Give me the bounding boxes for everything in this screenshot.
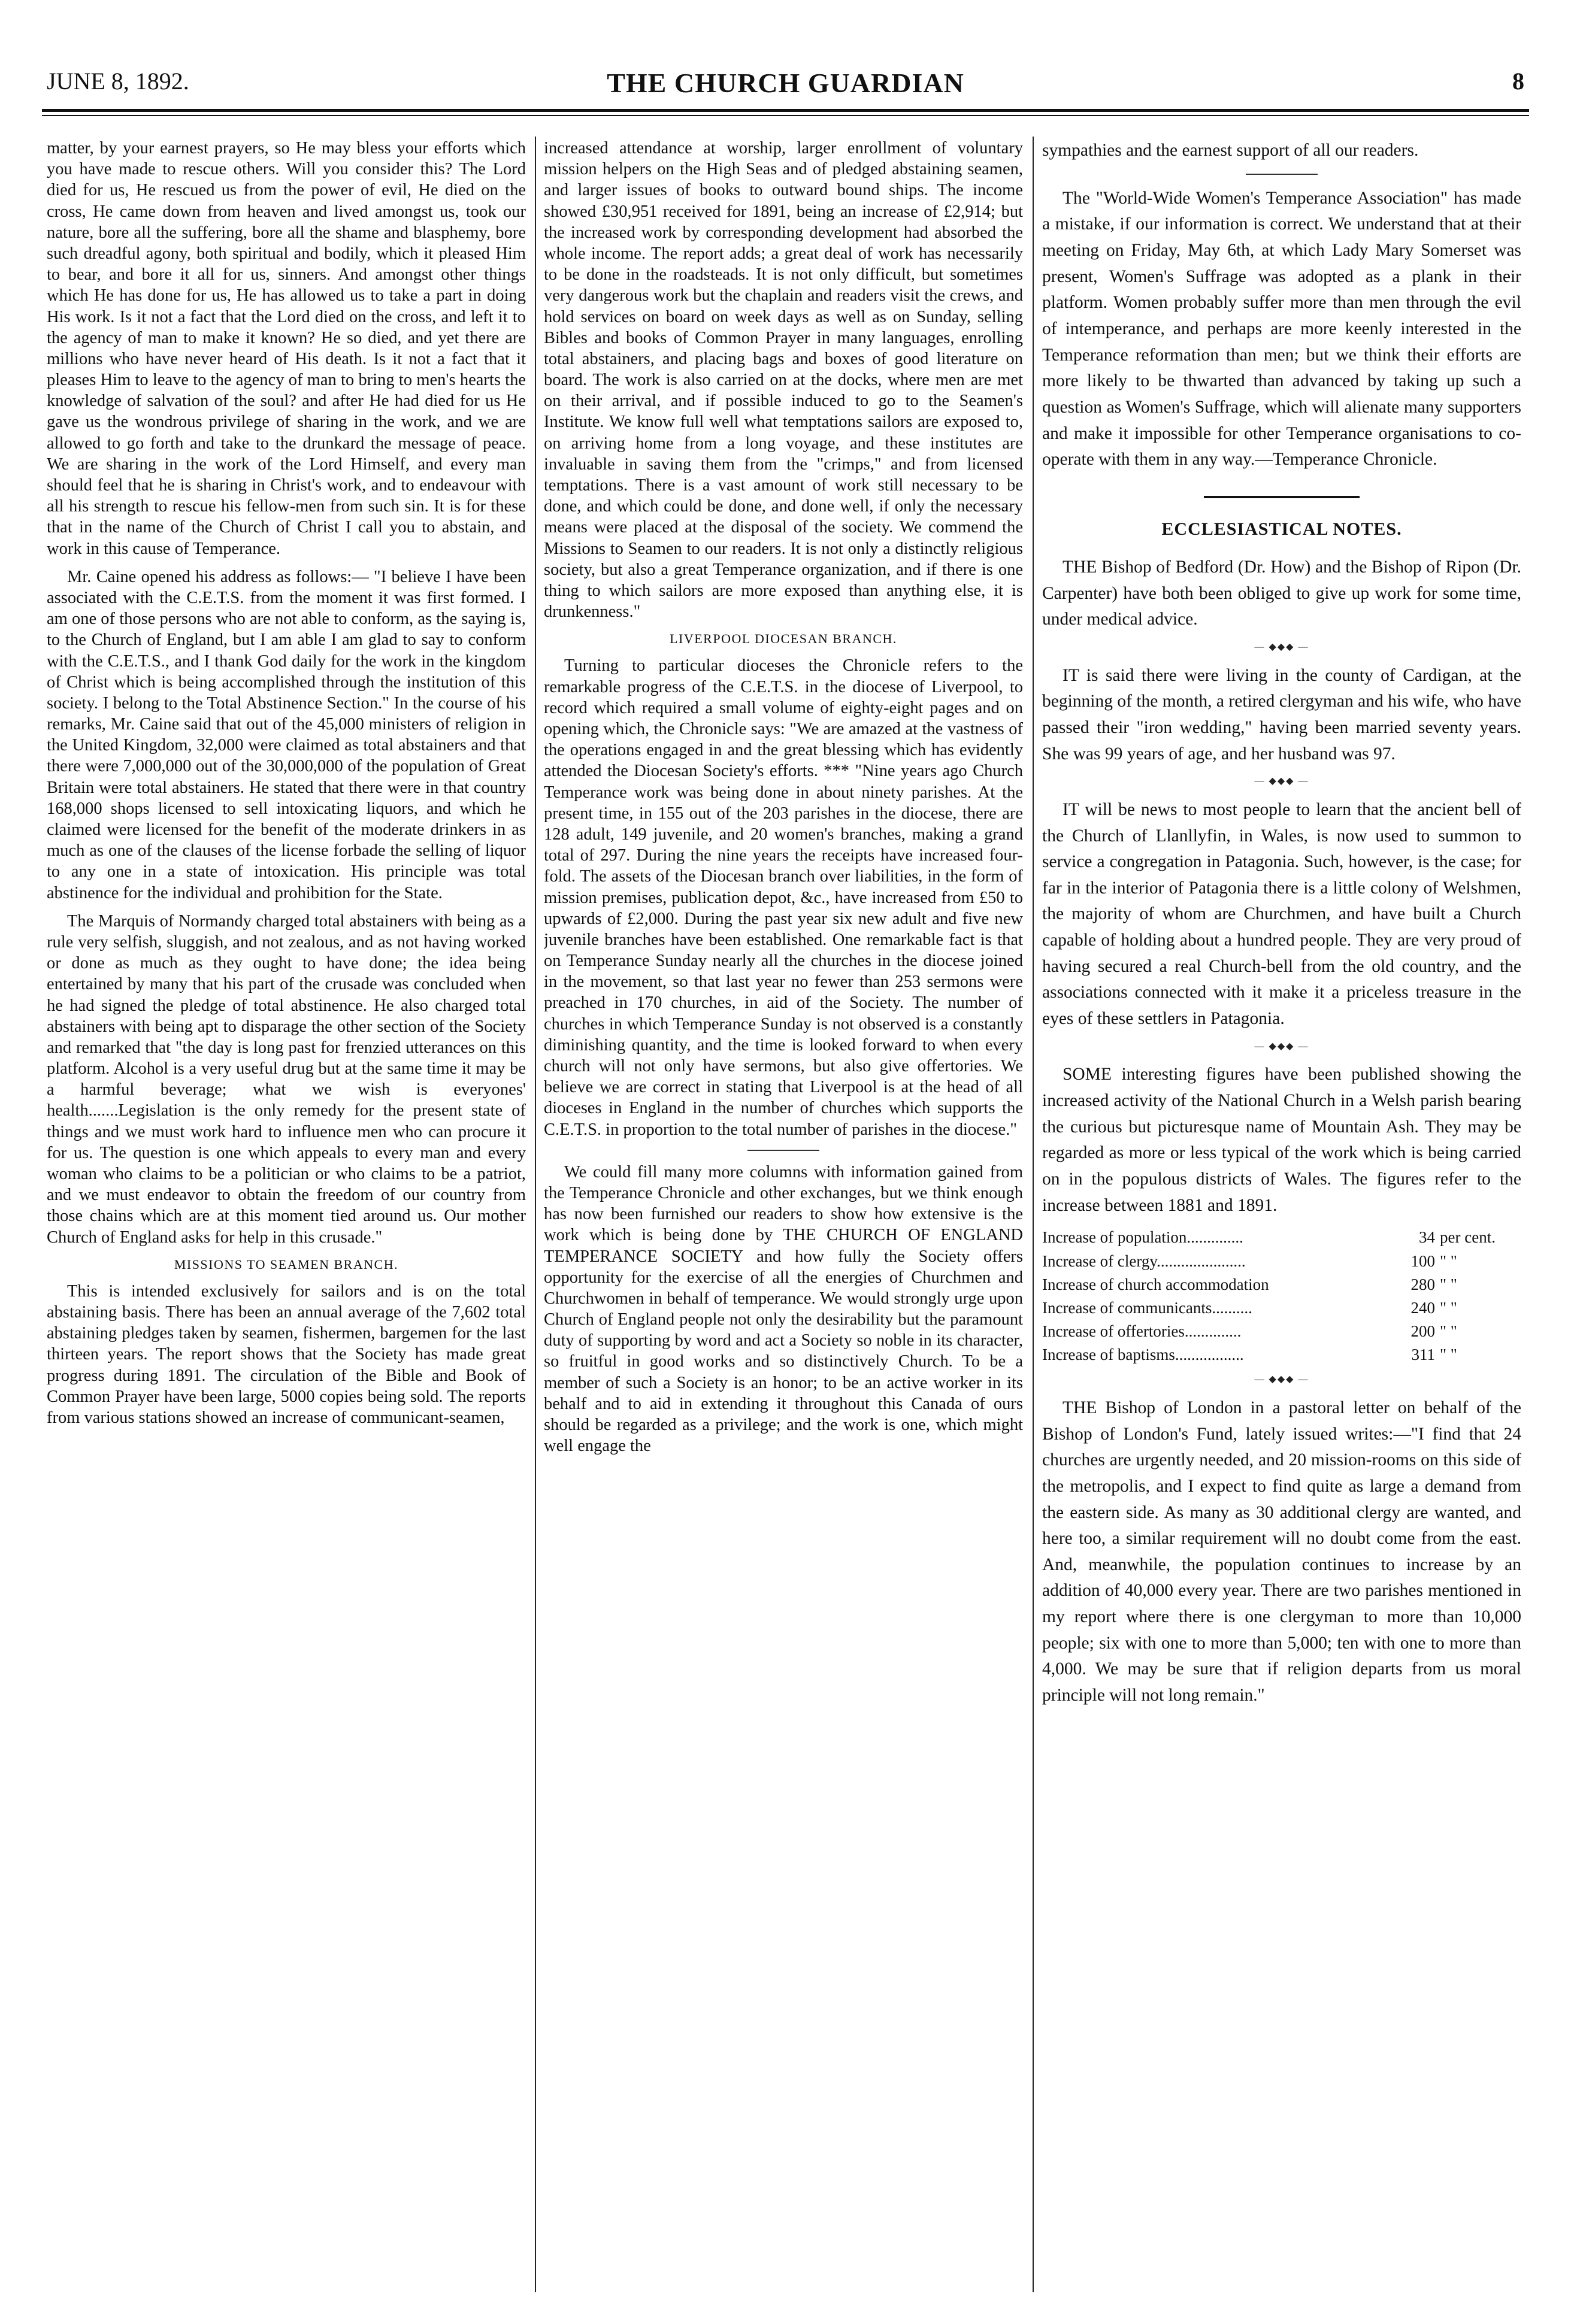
- column-divider: [535, 137, 536, 2292]
- column-3: [1042, 138, 1521, 2305]
- stat-value: 240: [1410, 1298, 1435, 1317]
- stat-label: Increase of communicants..........: [1042, 1298, 1252, 1317]
- stat-label: Increase of population..............: [1042, 1228, 1243, 1247]
- section-heading: LIVERPOOL DIOCESAN BRANCH.: [670, 631, 897, 647]
- section-separator: [747, 1150, 819, 1151]
- stat-label: Increase of offertories..............: [1042, 1322, 1242, 1340]
- news-note: SOME interesting figures have been published showing the increased activity of the National Church in a Welsh parish bearing the curious but picturesque name of Mountain Ash. They may be regarded as more or less typical of the work which is being carried on in the populous districts of Wales. The figures refer to the increase between 1881 and 1891.: [1042, 1065, 1521, 1215]
- article-paragraph: matter, by your earnest prayers, so He may bless your efforts which you have made to rescue others. Will you consider this? The Lord died for us, He rescued us from the power of evil, He died on the cross, He came down from heaven and lived amongst us, took our nature, bore all the suffering, bore all the shame and blasphemy, bore such dreadful agony, both spiritual and bodily, which it pleased Him to bear, and bore it all for us, sinners. And amongst other things which He has done for us, He has allowed us to take a part in doing His work. Is it not a fact that the Lord died on the cross, and left it to the agency of man to make it known? He so died, and yet there are millions who have never heard of His death. Is it not a fact that it pleases Him to leave to the agency of man to bring to men's hearts the knowledge of salvation of the soul? and after He had died for us He gave us the wondrous privilege of sharing in the work, and we are allowed to go forth and take to the drunkard the message of peace. We are sharing in the work of the Lord Himself, and every man should feel that he is sharing in Christ's work, and to endeavour with all his strength to rescue his fellow-men from such sin. It is for these that in the name of the Church of Christ I call you to abstain, and work in this cause of Temperance.: [47, 139, 526, 558]
- article-paragraph: Turning to particular dioceses the Chronicle refers to the remarkable progress of the C.E.T.S. in the diocese of Liverpool, to record which required a small volume of eighty-eight pages and on opening which, the Chronicle says: "We are amazed at the vastness of the operations engaged in and the great blessing which has evidently attended the Diocesan Society's efforts. *** "Nine years ago Church Temperance work was being done in about ninety parishes. At the present time, in 155 out of the 203 parishes in the diocese, there are 128 adult, 149 juvenile, and 20 women's branches, making a grand total of 297. During the nine years the receipts have increased four-fold. The assets of the Diocesan branch over liabilities, in the form of mission premises, publication depot, &c., have increased from £50 to upwards of £2,000. During the past year six new adult and five new juvenile branches have been established. One remarkable fact is that on Temperance Sunday nearly all the churches in the diocese joined in the movement, so that last year no fewer than 253 sermons were preached in 170 churches, in aid of the Society. The number of churches in which Temperance Sunday is not observed is a constantly diminishing quantity, and the time is looked forward to when every church will not only have sermons, but also give offertories. We believe we are correct in stating that Liverpool is at the head of all dioceses in England in the number of churches which supports the C.E.T.S. in proportion to the total number of parishes in the diocese.": [544, 656, 1023, 1139]
- statistics-table: [1042, 1226, 1521, 1366]
- news-note: IT is said there were living in the county of Cardigan, at the beginning of the month, a retired clergyman and his wife, who have passed their "iron wedding," having been married seventy years. She was 99 years of age, and her husband was 97.: [1042, 665, 1521, 763]
- ornament-icon: — ◆◆◆ —: [1254, 776, 1309, 787]
- newspaper-title: THE CHURCH GUARDIAN: [607, 68, 964, 98]
- column-1: [47, 138, 526, 2305]
- stat-value: 34: [1419, 1228, 1435, 1247]
- stat-unit: " ": [1440, 1346, 1457, 1364]
- masthead-rule-thin: [42, 115, 1529, 116]
- news-note: IT will be news to most people to learn that the ancient bell of the Church of Llanllyfin, in Wales, is now used to summon to service a congregation in Patagonia. Such, however, is the case; for far in the interior of Patagonia there is a little colony of Welshmen, the majority of whom are Churchmen, and have built a Church capable of holding about a hundred people. They are very proud of having secured a real Church-bell from the old country, and the associations connected with it make it a priceless treasure in the eyes of these settlers in Patagonia.: [1042, 799, 1521, 1029]
- stat-label: Increase of baptisms.................: [1042, 1346, 1244, 1364]
- article-paragraph: sympathies and the earnest support of all our readers.: [1042, 141, 1419, 160]
- stat-value: 280: [1410, 1275, 1435, 1293]
- article-paragraph: increased attendance at worship, larger enrollment of voluntary mission helpers on the High Seas and of pledged abstaining seamen, and larger issues of books to outward bound ships. The income showed £30,951 received for 1891, being an increase of £2,914; but the increased work by corresponding development had absorbed the whole income. The report adds; a great deal of work has necessarily to be done in the roadsteads. It is not only difficult, but sometimes very dangerous work but the chaplain and readers visit the crews, and hold services on board on week days as well as on Sunday, selling Bibles and books of Common Prayer in many languages, enrolling total abstainers, and placing bags and boxes of good literature on board. The work is also carried on at the docks, where men are met on their arrival, and if possible induced to go to the Seamen's Institute. We know full well what temptations sailors are exposed to, on arriving home from a long voyage, and these institutes are invaluable in saving them from the "crimps," and from licensed temptations. There is a vast amount of work still necessary to be done, and which could be done, and done well, if only the necessary means were placed at the disposal of the society. We commend the Missions to Seamen to our readers. It is not only a distinctly religious society, but also a great Temperance organization, and if there is one thing to which sailors are more exposed than anything else, it is drunkenness.": [544, 139, 1023, 622]
- table-row: [1042, 1226, 1521, 1249]
- ornament-icon: — ◆◆◆ —: [1254, 1374, 1309, 1385]
- stat-label: Increase of clergy......................: [1042, 1252, 1246, 1270]
- stat-unit: " ": [1440, 1298, 1457, 1317]
- column-divider: [1033, 137, 1034, 2292]
- page-number: 8: [1512, 68, 1524, 95]
- stat-unit: " ": [1440, 1252, 1457, 1270]
- table-row: [1042, 1296, 1521, 1320]
- stat-label: Increase of church accommodation: [1042, 1275, 1269, 1293]
- stat-value: 100: [1410, 1252, 1435, 1270]
- section-separator: [1246, 174, 1318, 175]
- table-row: [1042, 1250, 1521, 1273]
- section-heading: ECCLESIASTICAL NOTES.: [1161, 519, 1402, 539]
- article-paragraph: The "World-Wide Women's Temperance Association" has made a mistake, if our information is correct. We understand that at their meeting on Friday, May 6th, at which Lady Mary Somerset was present, Women's Suffrage was adopted as a plank in their platform. Women probably suffer more than men through the evil of intemperance, and perhaps are more keenly interested in the Temperance reformation than men; but we think their efforts are more likely to be thwarted than advanced by taking up such a question as Women's Suffrage, which will alienate many supporters and make it impossible for other Temperance organisations to co-operate with them in any way.—Temperance Chronicle.: [1042, 188, 1521, 469]
- stat-unit: per cent.: [1440, 1228, 1496, 1247]
- article-paragraph: This is intended exclusively for sailors and is on the total abstaining basis. There has been an annual average of the 7,602 total abstaining pledges taken by seamen, fishermen, bargemen for the last thirteen years. The report shows that the Society has made great progress during 1891. The circulation of the Bible and Book of Common Prayer have been large, 5000 copies being sold. The reports from various stations showed an increase of communicant-seamen,: [47, 1281, 526, 1428]
- article-paragraph: Mr. Caine opened his address as follows:— "I believe I have been associated with the C.E.T.S. from the moment it was first formed. I am one of those persons who are not able to conform, as the saying is, to the Church of England, but I am able I am glad to say to conform with the C.E.T.S., and I thank God daily for the work in the kingdom of Christ which is being accomplished through the institution of this society. I belong to the Total Abstinence Section." In the course of his remarks, Mr. Caine said that out of the 45,000 ministers of religion in the United Kingdom, 32,000 were claimed as total abstainers and that there were 7,000,000 out of the 30,000,000 of the population of Great Britain were total abstainers. He stated that there were in that country 168,000 shops licensed to sell intoxicating liquors, and which he claimed were licensed for the benefit of the moderate drinkers in as much as one of the clauses of the license forbade the selling of liquor to any one in a state of intoxication. His principle was total abstinence for the individual and prohibition for the State.: [47, 567, 526, 902]
- table-row: [1042, 1273, 1521, 1296]
- stat-value: 311: [1411, 1346, 1435, 1364]
- section-heading: MISSIONS TO SEAMEN BRANCH.: [174, 1256, 399, 1272]
- article-paragraph: The Marquis of Normandy charged total abstainers with being as a rule very selfish, sluggish, and not zealous, and as not having worked or done as much as they ought to have done; the idea being entertained by many that his part of the crusade was concluded when he had signed the pledge of total abstinence. He also charged total abstainers with being apt to disparage the other section of the Society and remarked that "the day is long past for frenzied utterances on this platform. Alcohol is a very useful drug but at the same time it may be a harmful beverage; what we wish is everyones' health.......Legislation is the only remedy for the present state of things and we must work hard to influence men who can procure it for us. The question is one which appeals to every man and every woman who claims to be a politician or who claims to be a patriot, and we must endeavor to obtain the freedom of our country from those chains which are at this moment tied around us. Our mother Church of England asks for help in this crusade.": [47, 911, 526, 1247]
- table-row: [1042, 1320, 1521, 1343]
- issue-date: JUNE 8, 1892.: [47, 68, 189, 95]
- ornamental-divider: [1042, 480, 1521, 507]
- masthead: [47, 67, 1524, 103]
- stat-value: 200: [1410, 1322, 1435, 1340]
- news-note: THE Bishop of Bedford (Dr. How) and the Bishop of Ripon (Dr. Carpenter) have both been obliged to give up work for some time, under medical advice.: [1042, 557, 1521, 629]
- stat-unit: " ": [1440, 1275, 1457, 1293]
- news-note: THE Bishop of London in a pastoral letter on behalf of the Bishop of London's Fund, lately issued writes:—"I find that 24 churches are urgently needed, and 20 mission-rooms on this side of the metropolis, and I expect to find quite as large a demand from the eastern side. As many as 30 additional clergy are wanted, and here too, a similar requirement will no doubt come from the east. And, meanwhile, the population continues to increase by an addition of 40,000 every year. There are two parishes mentioned in my report where there is one clergyman to more than 10,000 people; six with one to more than 5,000; ten with one to more than 4,000. We may be sure that if religion departs from us moral principle will not long remain.": [1042, 1398, 1521, 1705]
- article-paragraph: We could fill many more columns with information gained from the Temperance Chronicle and other exchanges, but we think enough has now been furnished our readers to show how extensive is the work which is being done by THE CHURCH OF ENGLAND TEMPERANCE SOCIETY and how fully the Society offers opportunity for the exercise of all the energies of Churchmen and Churchwomen in behalf of temperance. We would strongly urge upon Church of England people not only the desirability but the paramount duty of supporting by word and act a Society so noble in its character, so fruitful in good works and so distinctively Church. To be a member of such a Society is an honor; to be an active worker in its behalf and to aid in extending it throughout this Canada of ours should be regarded as a privilege; and the work is one, which might well engage the: [544, 1162, 1023, 1456]
- column-2: [544, 138, 1023, 2305]
- ornament-icon: — ◆◆◆ —: [1254, 641, 1309, 652]
- ornament-icon: — ◆◆◆ —: [1254, 1041, 1309, 1052]
- table-row: [1042, 1343, 1521, 1366]
- stat-unit: " ": [1440, 1322, 1457, 1340]
- masthead-rule: [42, 109, 1529, 112]
